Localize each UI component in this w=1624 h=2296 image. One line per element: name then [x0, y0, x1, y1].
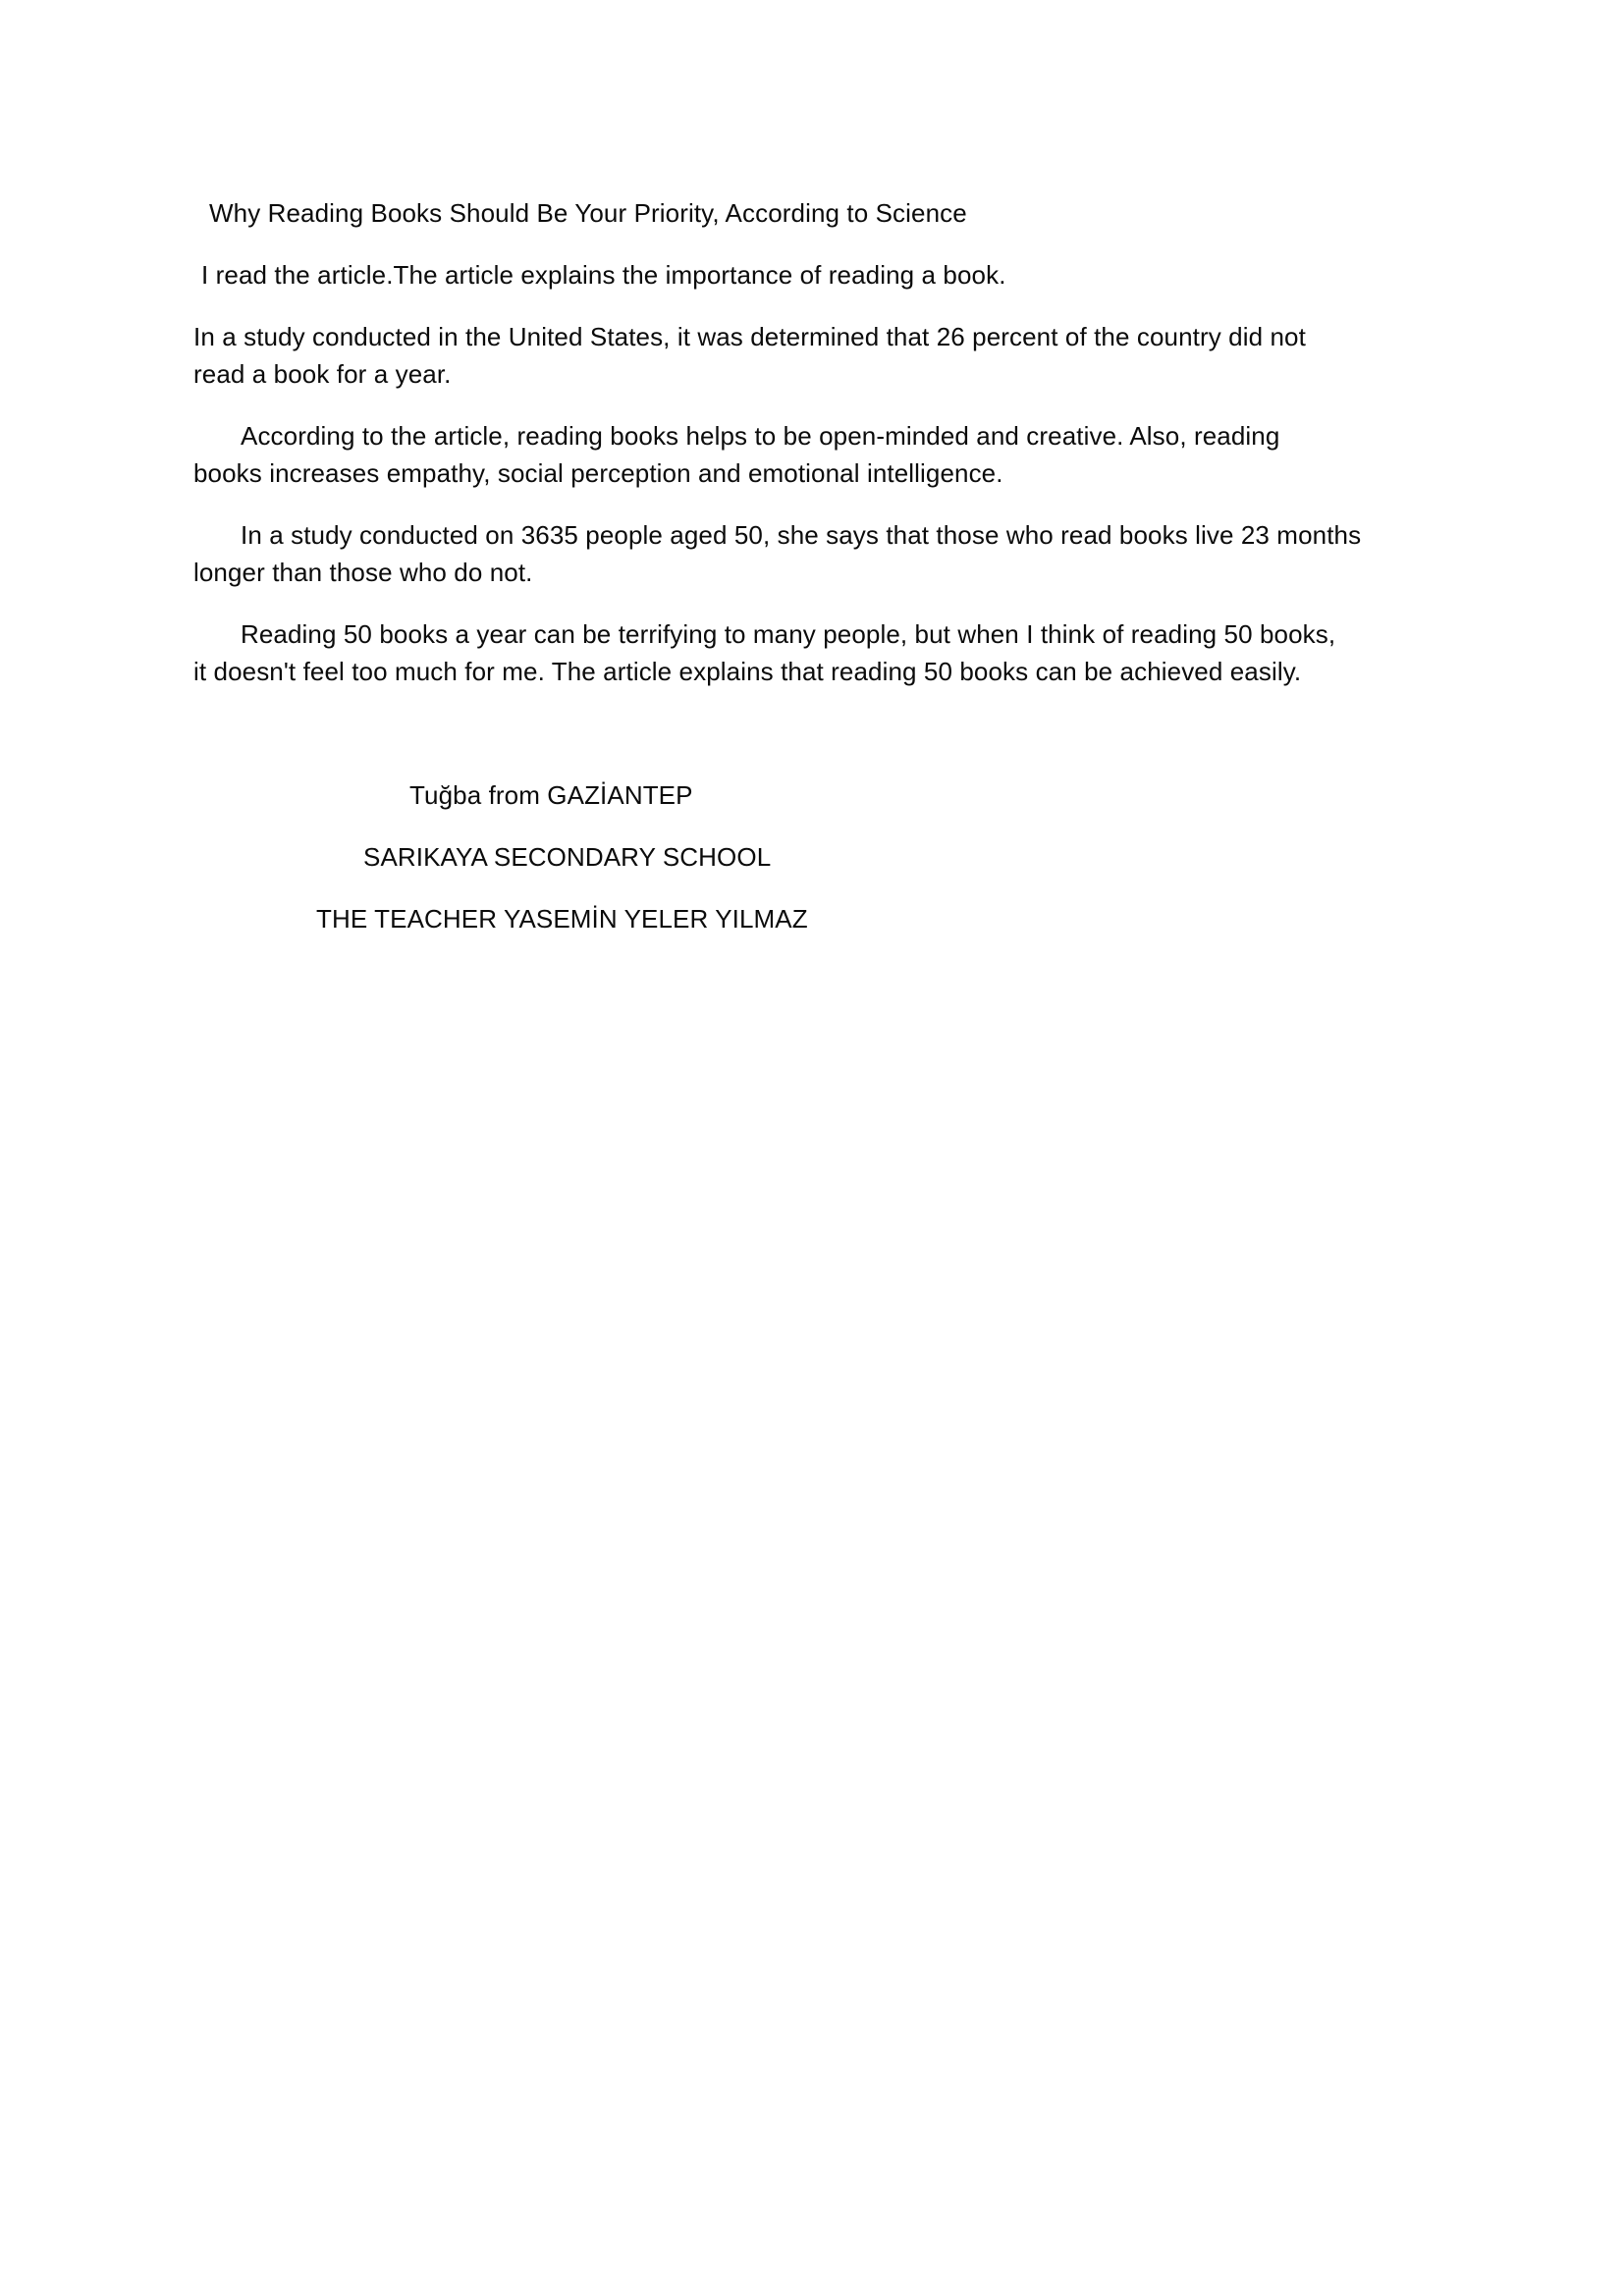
paragraph-line: longer than those who do not.	[193, 558, 533, 587]
paragraph-line: Reading 50 books a year can be terrifying to many people, but when I think of reading 50 books,	[241, 619, 1336, 649]
paragraph-longevity-study	[193, 516, 1529, 591]
essay-title: Why Reading Books Should Be Your Priority, According to Science	[209, 198, 967, 228]
paragraph-line: it doesn't feel too much for me. The article explains that reading 50 books can be achieved easily.	[193, 657, 1302, 686]
paragraph-benefits	[193, 417, 1529, 492]
signature-school-paragraph	[193, 838, 1529, 876]
paragraph-intro	[193, 256, 1529, 294]
blank-paragraph	[193, 715, 1529, 752]
paragraph-line: In a study conducted on 3635 people aged 50, she says that those who read books live 23 months	[241, 520, 1362, 550]
paragraph-us-study	[193, 318, 1529, 393]
paragraph-fifty-books	[193, 615, 1529, 690]
paragraph-line: I read the article.The article explains the importance of reading a book.	[201, 260, 1006, 290]
signature-teacher: THE TEACHER YASEMİN YELER YILMAZ	[316, 904, 808, 934]
signature-block	[193, 776, 1529, 814]
paragraph-line: read a book for a year.	[193, 359, 452, 389]
signature-author: Tuğba from GAZİANTEP	[409, 780, 693, 810]
paragraph-line: According to the article, reading books helps to be open-minded and creative. Also, reading	[241, 421, 1280, 451]
signature-school: SARIKAYA SECONDARY SCHOOL	[363, 842, 772, 872]
signature-teacher-paragraph	[193, 900, 1529, 937]
document-content	[193, 194, 1529, 962]
essay-title-paragraph	[193, 194, 1529, 232]
paragraph-line: books increases empathy, social perception and emotional intelligence.	[193, 458, 1003, 488]
paragraph-line: In a study conducted in the United States, it was determined that 26 percent of the country did not	[193, 322, 1306, 351]
